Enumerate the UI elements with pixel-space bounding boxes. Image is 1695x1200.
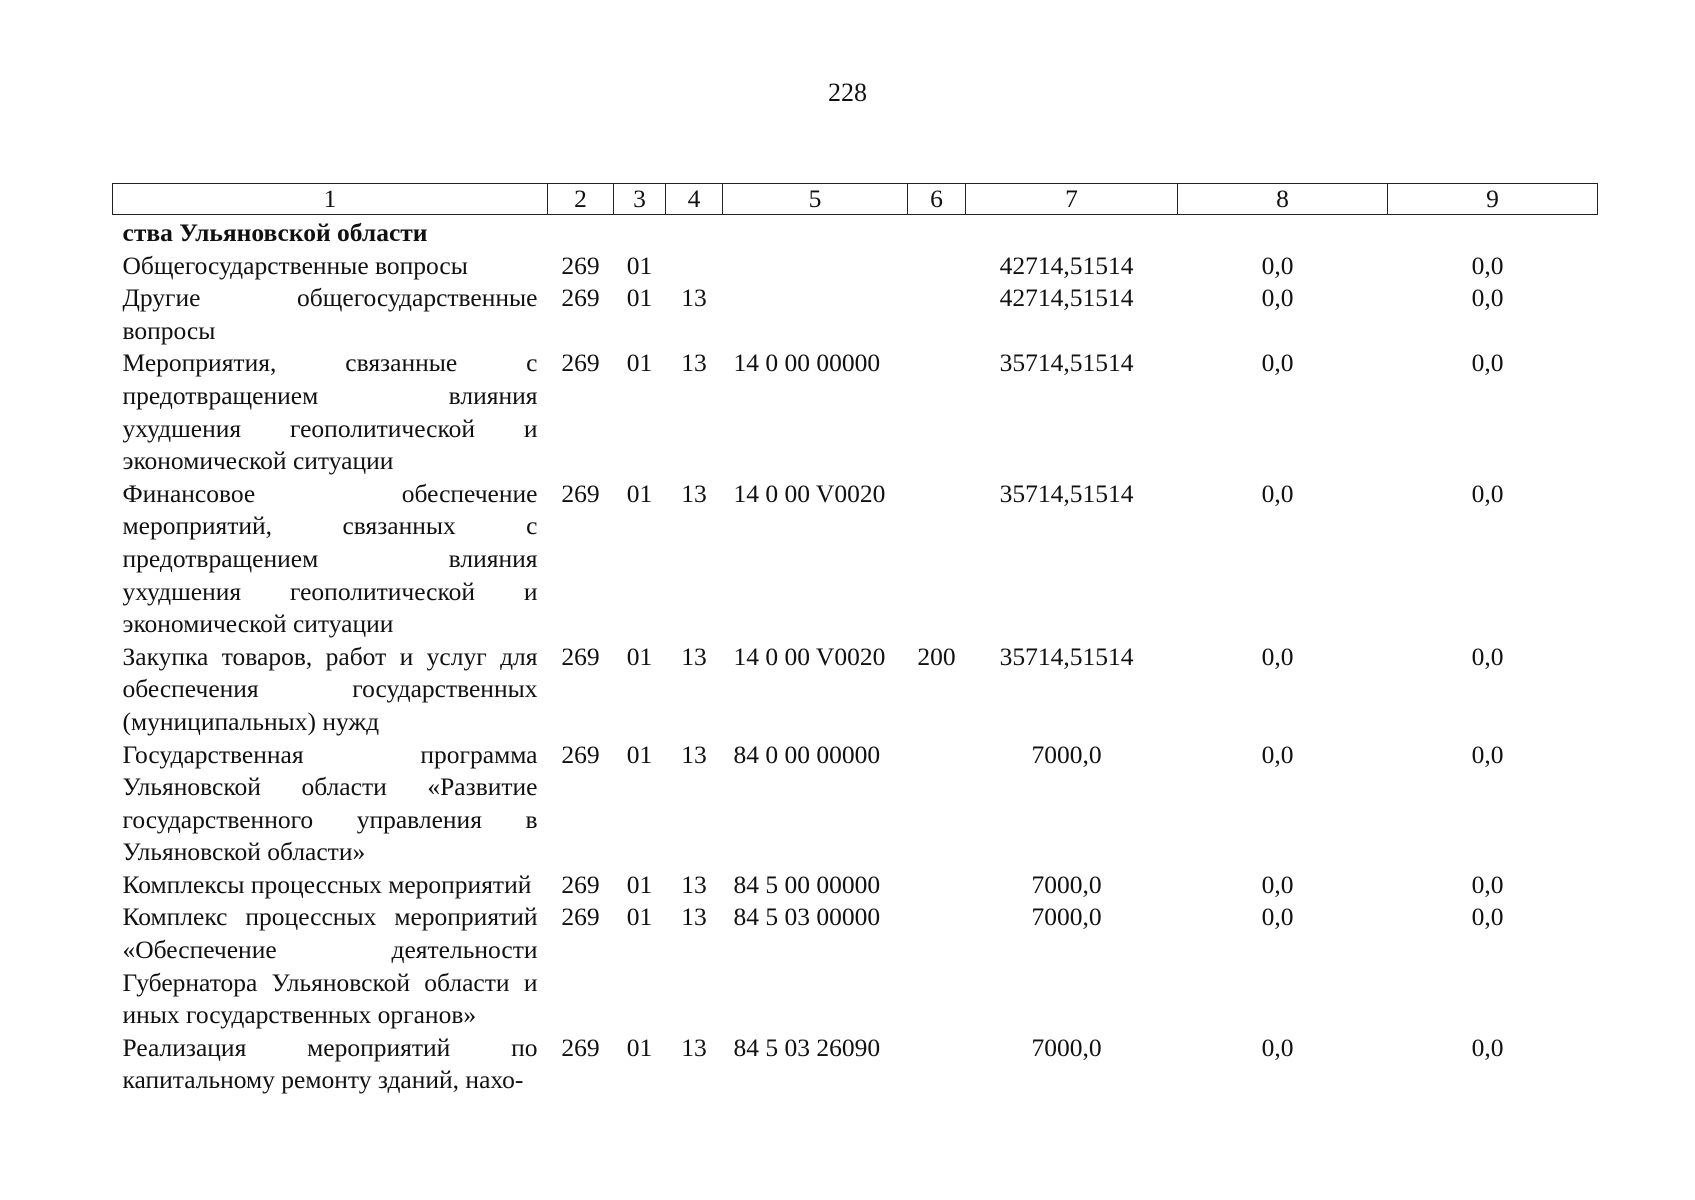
cell-target-code: [723, 282, 908, 347]
cell-amount-9: 0,0: [1471, 478, 1504, 508]
header-col-2: 2: [548, 184, 614, 215]
budget-table: [112, 183, 1598, 1097]
table-row: [113, 901, 1598, 1031]
row-name: Комплекс процессных мероприятий «Обеспечение деятельности Губернатора Ульяновской области и иных государственных органов»: [122, 902, 538, 1030]
cell-section: 01: [626, 902, 653, 932]
cell-expense-type: [908, 901, 966, 1031]
cell-amount-7: 35714,51514: [999, 348, 1134, 378]
header-col-5: 5: [723, 184, 908, 215]
cell-amount-7: 7000,0: [1031, 1032, 1102, 1062]
cell-amount-8: 0,0: [1261, 478, 1294, 508]
cell-section: [614, 215, 666, 250]
cell-target-code: [723, 250, 908, 283]
cell-amount-8: [1178, 215, 1388, 250]
cell-target-code: 84 0 00 00000: [733, 739, 881, 769]
table-row: [113, 739, 1598, 869]
cell-subsection: [666, 215, 723, 250]
cell-amount-9: 0,0: [1471, 348, 1504, 378]
cell-amount-7: 7000,0: [1031, 869, 1102, 899]
cell-section: 01: [626, 250, 653, 280]
cell-amount-7: 7000,0: [1031, 902, 1102, 932]
row-name: Мероприятия, связанные с предотвращением влияния ухудшения геополитической и экономической ситуации: [122, 348, 538, 476]
cell-section: 01: [626, 641, 653, 671]
cell-expense-type: [908, 478, 966, 641]
cell-target-code: 84 5 00 00000: [733, 869, 881, 899]
cell-ministry: 269: [561, 641, 600, 671]
row-name: Реализация мероприятий по капитальному ремонту зданий, нахо-: [122, 1032, 538, 1095]
cell-ministry: 269: [561, 250, 600, 280]
table-row: [113, 1032, 1598, 1097]
cell-subsection: 13: [681, 478, 707, 508]
cell-expense-type: 200: [917, 641, 956, 671]
cell-target-code: 14 0 00 V0020: [733, 641, 886, 671]
cell-amount-7: [966, 215, 1178, 250]
cell-amount-9: 0,0: [1471, 250, 1504, 280]
row-name: Финансовое обеспечение мероприятий, связанных с предотвращением влияния ухудшения геополитической и экономической ситуации: [122, 478, 538, 639]
cell-amount-9: 0,0: [1471, 641, 1504, 671]
cell-amount-9: 0,0: [1471, 739, 1504, 769]
cell-amount-9: 0,0: [1471, 902, 1504, 932]
cell-ministry: 269: [561, 348, 600, 378]
table-row: [113, 282, 1598, 347]
cell-amount-7: 35714,51514: [999, 478, 1134, 508]
header-col-6: 6: [908, 184, 966, 215]
cell-expense-type: [908, 739, 966, 869]
cell-target-code: 14 0 00 V0020: [733, 478, 886, 508]
page-number: 228: [828, 78, 867, 107]
cell-amount-9: 0,0: [1471, 869, 1504, 899]
cell-amount-9: 0,0: [1471, 283, 1504, 313]
cell-ministry: 269: [561, 869, 600, 899]
cell-section: 01: [626, 869, 653, 899]
cell-ministry: 269: [561, 1032, 600, 1062]
cell-section: 01: [626, 739, 653, 769]
cell-expense-type: [908, 215, 966, 250]
cell-amount-8: 0,0: [1261, 641, 1294, 671]
table-row: [113, 215, 1598, 250]
cell-subsection: 13: [681, 641, 707, 671]
cell-subsection: 13: [681, 348, 707, 378]
cell-ministry: 269: [561, 283, 600, 313]
cell-amount-8: 0,0: [1261, 869, 1294, 899]
cell-amount-7: 42714,51514: [999, 283, 1134, 313]
cell-amount-7: 7000,0: [1031, 739, 1102, 769]
cell-ministry: 269: [561, 902, 600, 932]
cell-ministry: 269: [561, 739, 600, 769]
cell-amount-7: 42714,51514: [999, 250, 1134, 280]
cell-ministry: [548, 215, 614, 250]
cell-expense-type: [908, 869, 966, 902]
cell-subsection: 13: [681, 739, 707, 769]
table-row: [113, 641, 1598, 739]
cell-amount-9: [1388, 215, 1598, 250]
cell-amount-9: 0,0: [1471, 1032, 1504, 1062]
header-col-3: 3: [614, 184, 666, 215]
cell-target-code: 14 0 00 00000: [733, 348, 881, 378]
cell-amount-8: 0,0: [1261, 1032, 1294, 1062]
table-row: [113, 869, 1598, 902]
row-name: Другие общегосударственные вопросы: [122, 283, 538, 345]
row-name: Закупка товаров, работ и услуг для обеспечения государственных (муниципальных) нужд: [122, 641, 538, 736]
cell-target-code: 84 5 03 00000: [733, 902, 881, 932]
cell-section: 01: [626, 478, 653, 508]
cell-target-code: [723, 215, 908, 250]
cell-expense-type: [908, 1032, 966, 1097]
cell-subsection: 13: [681, 283, 707, 313]
cell-section: 01: [626, 348, 653, 378]
cell-subsection: 13: [681, 869, 707, 899]
header-col-9: 9: [1388, 184, 1598, 215]
cell-amount-8: 0,0: [1261, 739, 1294, 769]
cell-amount-7: 35714,51514: [999, 641, 1134, 671]
cell-amount-8: 0,0: [1261, 348, 1294, 378]
table-row: [113, 478, 1598, 641]
header-col-4: 4: [666, 184, 723, 215]
row-name: Общегосударственные вопросы: [122, 250, 468, 280]
cell-expense-type: [908, 282, 966, 347]
cell-amount-8: 0,0: [1261, 250, 1294, 280]
row-name: Государственная программа Ульяновской области «Развитие государственного управления в Ульяновской области»: [122, 739, 538, 867]
cell-section: 01: [626, 283, 653, 313]
header-col-7: 7: [966, 184, 1178, 215]
cell-target-code: 84 5 03 26090: [733, 1032, 881, 1062]
cell-subsection: 13: [681, 1032, 707, 1062]
cell-subsection: 13: [681, 902, 707, 932]
header-row: [113, 184, 1598, 215]
table-row: [113, 347, 1598, 477]
cell-amount-8: 0,0: [1261, 902, 1294, 932]
cell-expense-type: [908, 250, 966, 283]
header-col-8: 8: [1178, 184, 1388, 215]
row-name: ства Ульяновской области: [122, 218, 428, 247]
cell-section: 01: [626, 1032, 653, 1062]
cell-expense-type: [908, 347, 966, 477]
row-name: Комплексы процессных мероприятий: [122, 869, 532, 899]
cell-subsection: [666, 250, 723, 283]
header-col-1: 1: [113, 184, 548, 215]
table-row: [113, 250, 1598, 283]
cell-ministry: 269: [561, 478, 600, 508]
cell-amount-8: 0,0: [1261, 283, 1294, 313]
